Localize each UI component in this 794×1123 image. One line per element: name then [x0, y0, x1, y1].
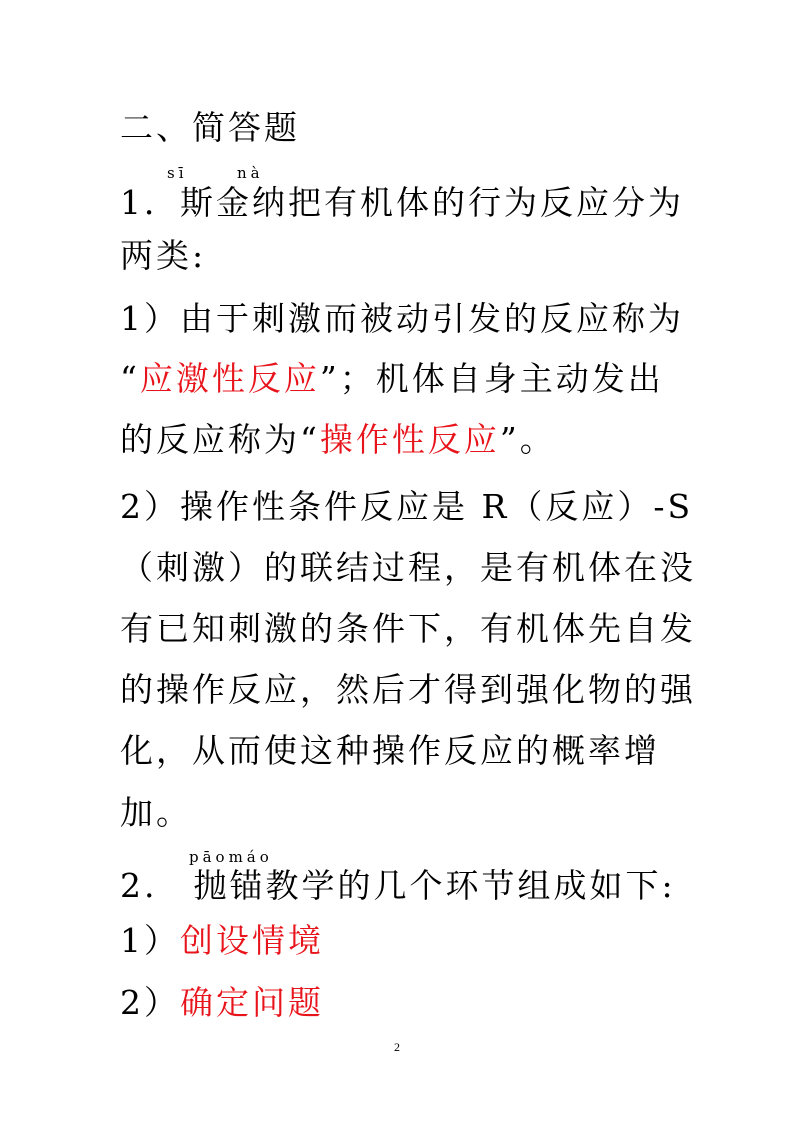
question-2-line-1: 2. 抛锚教学的几个环节组成如下:: [120, 866, 676, 905]
point-1-line-1: 1）由于刺激而被动引发的反应称为: [120, 299, 684, 338]
pinyin-annotation-na: nà: [237, 164, 264, 182]
pinyin-annotation-paomao: pāomáo: [189, 848, 273, 866]
step-2: [120, 983, 680, 1023]
point-1-line-2-rest: ”；机体自身主动发出: [319, 359, 664, 398]
step-2-text: 确定问题: [180, 983, 324, 1022]
pinyin-annotation-si: sī: [167, 164, 188, 182]
step-2-number: 2）: [120, 983, 180, 1022]
point-1-line-3: [120, 420, 680, 460]
step-1-text: 创设情境: [180, 921, 324, 960]
point-2-line-1: 2）操作性条件反应是 R（反应）-S: [120, 487, 694, 526]
point-2-line-3: 有已知刺激的条件下，有机体先自发: [120, 609, 696, 648]
point-2-line-5: 化，从而使这种操作反应的概率增: [120, 731, 660, 770]
point-2-line-4: 的操作反应，然后才得到强化物的强: [120, 670, 696, 709]
point-1-line-2: [120, 359, 680, 399]
highlight-term-operant-response: 操作性反应: [319, 420, 500, 459]
point-1-line-3-pre: 的反应称为“: [120, 420, 320, 459]
point-1-line-3-post: ”。: [499, 420, 556, 459]
highlight-term-reactive-response: 应激性反应: [139, 359, 320, 398]
step-1-number: 1）: [120, 921, 180, 960]
point-2-line-2: （刺激）的联结过程，是有机体在没: [120, 548, 696, 587]
point-2-line-6: 加。: [120, 793, 192, 832]
section-heading: 二、简答题: [120, 108, 300, 147]
open-quote: “: [120, 359, 140, 398]
question-1-line-2: 两类:: [120, 236, 207, 275]
step-1: [120, 921, 680, 961]
page-number: 2: [394, 1040, 400, 1054]
question-1-line-1: 1．斯金纳把有机体的行为反应分为: [120, 183, 684, 222]
